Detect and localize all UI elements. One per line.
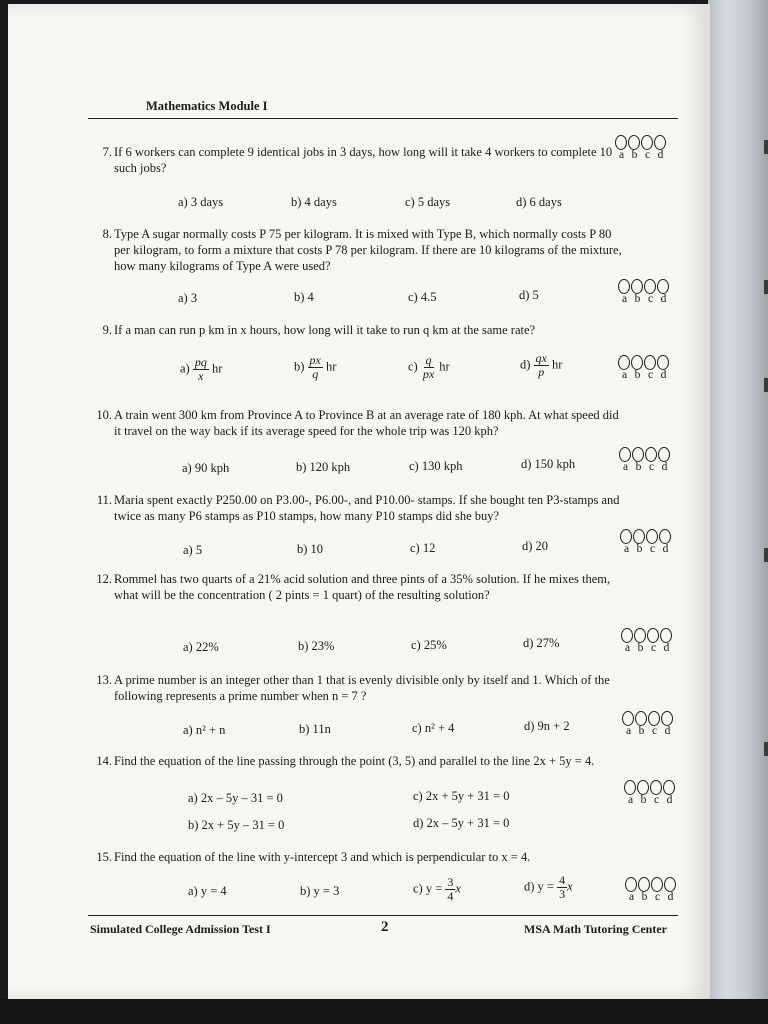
bubble-letter: c [651, 725, 658, 737]
option-a: a) 3 days [178, 195, 224, 209]
bubble-letter: c [644, 149, 651, 161]
option-c: c) 5 days [405, 195, 451, 209]
answer-bubble-b[interactable] [633, 529, 645, 544]
option-b: b) y = 3 [300, 884, 340, 898]
footer-center-name: MSA Math Tutoring Center [524, 922, 668, 936]
fraction [445, 876, 455, 903]
bubble-row [618, 279, 682, 294]
option-a: a) 2x – 5y – 31 = 0 [188, 791, 283, 805]
numerator: 4 [559, 873, 566, 887]
bubble-letter: a [627, 794, 634, 806]
bubble-letter: b [637, 642, 644, 654]
bubble-letters [622, 726, 686, 737]
bubble-letter: c [654, 891, 661, 903]
option-b: b) 4 [294, 290, 314, 304]
answer-bubble-d[interactable] [664, 877, 676, 892]
answer-bubble-a[interactable] [618, 355, 630, 370]
question-number: 8. [102, 227, 112, 241]
bubble-letter: c [647, 293, 654, 305]
bubble-letter: b [640, 794, 647, 806]
option-d: d) 20 [522, 539, 549, 553]
answer-bubble-b[interactable] [634, 628, 646, 643]
question-text: If 6 workers can complete 9 identical jobs in 3 days, how long will it take 4 workers to complete 10 such jobs? [114, 145, 613, 175]
bubble-letter: a [621, 293, 628, 305]
answer-bubble-c[interactable] [646, 529, 658, 544]
bubble-letter: d [663, 642, 670, 654]
unit: hr [552, 357, 563, 372]
numerator: px [309, 353, 321, 367]
spine-mark [764, 548, 768, 562]
bubble-letters [620, 544, 684, 555]
answer-bubble-d[interactable] [660, 628, 672, 643]
option-b: b) 11n [299, 722, 331, 736]
denominator: p [538, 365, 545, 379]
answer-bubbles-q9[interactable] [618, 355, 682, 381]
option-label: a) [180, 361, 190, 376]
unit: x [455, 881, 461, 896]
numerator: qx [535, 351, 547, 365]
answer-bubble-d[interactable] [657, 355, 669, 370]
answer-bubbles-q10[interactable] [619, 447, 683, 473]
answer-bubble-d[interactable] [658, 447, 670, 462]
bubble-letter: d [662, 543, 669, 555]
bubble-letter: c [650, 642, 657, 654]
denominator: px [422, 367, 435, 381]
question-text: A train went 300 km from Province A to Province B at an average rate of 180 kph. At what speed did it travel on the way back if its average speed for the whole trip was 120 kph? [114, 408, 619, 438]
answer-bubble-a[interactable] [619, 447, 631, 462]
option-label: d) y = [524, 879, 554, 894]
bubble-letter: d [660, 293, 667, 305]
bubble-letter: a [621, 369, 628, 381]
denominator: q [312, 367, 319, 381]
option-label: c) y = [413, 881, 443, 896]
bubble-row [624, 780, 688, 795]
page-number: 2 [381, 919, 389, 935]
bubble-letter: a [628, 891, 635, 903]
bubble-letter: b [631, 149, 638, 161]
bubble-letter: b [641, 891, 648, 903]
option-a: a) y = 4 [188, 884, 227, 898]
bubble-letter: a [618, 149, 625, 161]
fraction [534, 352, 549, 379]
question-text: If a man can run p km in x hours, how long will it take to run q km at the same rate? [114, 323, 536, 337]
bubble-row [622, 711, 686, 726]
bubble-letter: c [649, 543, 656, 555]
answer-bubble-c[interactable] [647, 628, 659, 643]
unit: hr [326, 359, 337, 374]
option-c: c) 12 [410, 541, 436, 555]
book-spine [708, 0, 768, 1000]
option-d: d) 6 days [516, 195, 562, 209]
bubble-letters [618, 294, 682, 305]
option-a: a) 5 [183, 543, 203, 557]
bubble-letters [618, 370, 682, 381]
option-label: c) [408, 359, 418, 374]
answer-bubble-c[interactable] [644, 355, 656, 370]
bubble-letter: d [657, 149, 664, 161]
answer-bubble-a[interactable] [620, 529, 632, 544]
answer-bubble-a[interactable] [618, 279, 630, 294]
spine-mark [764, 378, 768, 392]
bubble-letter: c [653, 794, 660, 806]
bubble-letter: d [660, 369, 667, 381]
answer-bubble-c[interactable] [641, 135, 653, 150]
bubble-letter: a [625, 725, 632, 737]
option-c [413, 876, 461, 903]
answer-bubble-b[interactable] [631, 355, 643, 370]
numerator: 3 [447, 875, 454, 889]
page-title: Mathematics Module I [146, 99, 268, 113]
bubble-letters [625, 892, 689, 903]
answer-bubbles-q15[interactable] [625, 877, 689, 903]
answer-bubble-d[interactable] [654, 135, 666, 150]
bubble-letter: a [624, 642, 631, 654]
answer-bubbles-q13[interactable] [622, 711, 686, 737]
option-d [520, 352, 562, 379]
bubble-row [618, 355, 682, 370]
question-number: 15. [96, 850, 112, 864]
answer-bubble-a[interactable] [621, 628, 633, 643]
bubble-letters [624, 795, 688, 806]
bubble-row [619, 447, 683, 462]
numerator: pq [194, 355, 207, 369]
footer-rule [88, 915, 678, 916]
question-text: A prime number is an integer other than 1 that is evenly divisible only by itself and 1. Which of the following represents a prime number when n = 7 ? [114, 673, 610, 703]
scan-bottom-edge [0, 999, 768, 1024]
header-rule [88, 118, 678, 119]
bubble-letter: c [647, 369, 654, 381]
bubble-row [621, 628, 685, 643]
answer-bubble-b[interactable] [631, 279, 643, 294]
option-a [180, 356, 222, 383]
answer-bubble-b[interactable] [638, 877, 650, 892]
answer-bubble-c[interactable] [651, 877, 663, 892]
option-label: b) [294, 359, 305, 374]
footer-test-title: Simulated College Admission Test I [90, 922, 271, 936]
option-c: c) 25% [411, 638, 447, 652]
answer-bubble-c[interactable] [648, 711, 660, 726]
option-d: d) 150 kph [521, 457, 576, 471]
option-d: d) 9n + 2 [524, 719, 570, 733]
question-number: 13. [96, 673, 112, 687]
denominator: x [198, 369, 204, 383]
bubble-letter: a [622, 461, 629, 473]
question-number: 10. [96, 408, 112, 422]
question-number: 12. [96, 572, 112, 586]
option-c: c) 4.5 [408, 290, 437, 304]
option-d: d) 2x – 5y + 31 = 0 [413, 816, 510, 830]
answer-bubbles-q14[interactable] [624, 780, 688, 806]
bubble-letter: a [623, 543, 630, 555]
bubble-letter: b [634, 369, 641, 381]
option-b [294, 354, 336, 381]
answer-bubble-a[interactable] [622, 711, 634, 726]
option-b: b) 120 kph [296, 460, 351, 474]
option-b: b) 2x + 5y – 31 = 0 [188, 818, 285, 832]
bubble-letter: d [661, 461, 668, 473]
question-number: 7. [102, 145, 112, 159]
answer-bubble-a[interactable] [625, 877, 637, 892]
spine-mark [764, 140, 768, 154]
answer-bubble-c[interactable] [650, 780, 662, 795]
question-text: Maria spent exactly P250.00 on P3.00-, P6.00-, and P10.00- stamps. If she bought ten P3-stamps and twice as many P6 stamps as P10 stamps, how many P10 stamps did she buy? [114, 493, 620, 523]
option-b: b) 10 [297, 542, 324, 556]
question-text: Find the equation of the line passing through the point (3, 5) and parallel to the line 2x + 5y = 4. [114, 754, 595, 768]
bubble-letter: b [635, 461, 642, 473]
bubble-letters [619, 462, 683, 473]
bubble-letter: d [666, 794, 673, 806]
spine-mark [764, 742, 768, 756]
option-label: d) [520, 357, 531, 372]
option-c: c) n² + 4 [412, 721, 455, 735]
option-d [524, 874, 573, 901]
answer-bubble-d[interactable] [659, 529, 671, 544]
option-c [408, 354, 450, 381]
denominator: 3 [559, 887, 566, 901]
option-a: a) 3 [178, 291, 198, 305]
answer-bubble-b[interactable] [628, 135, 640, 150]
answer-bubble-d[interactable] [657, 279, 669, 294]
bubble-row [620, 529, 684, 544]
answer-bubble-b[interactable] [635, 711, 647, 726]
bubble-letter: b [634, 293, 641, 305]
question-number: 11. [96, 493, 112, 507]
answer-bubble-c[interactable] [644, 279, 656, 294]
unit: x [567, 879, 573, 894]
option-a: a) n² + n [183, 723, 226, 737]
bubble-letter: b [636, 543, 643, 555]
question-text: Rommel has two quarts of a 21% acid solution and three pints of a 35% solution. If he mixes them, what will be the concentration ( 2 pints = 1 quart) of the resulting solution? [114, 572, 611, 602]
option-a: a) 22% [183, 640, 219, 654]
document-page [8, 4, 710, 999]
answer-bubble-a[interactable] [615, 135, 627, 150]
option-b: b) 4 days [291, 195, 337, 209]
bubble-row [625, 877, 689, 892]
unit: hr [439, 359, 450, 374]
question-text: Type A sugar normally costs P 75 per kilogram. It is mixed with Type B, which normally costs P 80 per kilogram, to form a mixture that costs P 78 per kilogram. If there are 10 kilograms of the mixture, how many kilograms of Type A were used? [114, 227, 622, 273]
option-c: c) 2x + 5y + 31 = 0 [413, 789, 510, 803]
answer-bubbles-q11[interactable] [620, 529, 684, 555]
numerator: q [425, 353, 432, 367]
question-number: 9. [102, 323, 112, 337]
denominator: 4 [447, 889, 454, 903]
unit: hr [211, 361, 223, 376]
question-number: 14. [96, 754, 112, 768]
bubble-letter: c [648, 461, 655, 473]
answer-bubble-b[interactable] [637, 780, 649, 795]
option-a: a) 90 kph [182, 461, 230, 475]
bubble-row [615, 135, 679, 150]
answer-bubble-b[interactable] [632, 447, 644, 462]
bubble-letters [615, 150, 679, 161]
answer-bubble-d[interactable] [661, 711, 673, 726]
bubble-letter: d [664, 725, 671, 737]
answer-bubbles-q7[interactable] [615, 135, 679, 161]
answer-bubbles-q8[interactable] [618, 279, 682, 305]
option-b: b) 23% [298, 639, 335, 653]
option-d: d) 27% [523, 636, 560, 650]
answer-bubble-a[interactable] [624, 780, 636, 795]
fraction [193, 356, 209, 383]
answer-bubble-c[interactable] [645, 447, 657, 462]
answer-bubbles-q12[interactable] [621, 628, 685, 654]
fraction [557, 874, 567, 901]
answer-bubble-d[interactable] [663, 780, 675, 795]
fraction [308, 354, 323, 381]
option-d: d) 5 [519, 288, 539, 302]
spine-mark [764, 280, 768, 294]
question-text: Find the equation of the line with y-intercept 3 and which is perpendicular to x = 4. [114, 850, 531, 864]
fraction [421, 354, 436, 381]
option-c: c) 130 kph [409, 459, 463, 473]
bubble-letter: b [638, 725, 645, 737]
bubble-letters [621, 643, 685, 654]
bubble-letter: d [667, 891, 674, 903]
